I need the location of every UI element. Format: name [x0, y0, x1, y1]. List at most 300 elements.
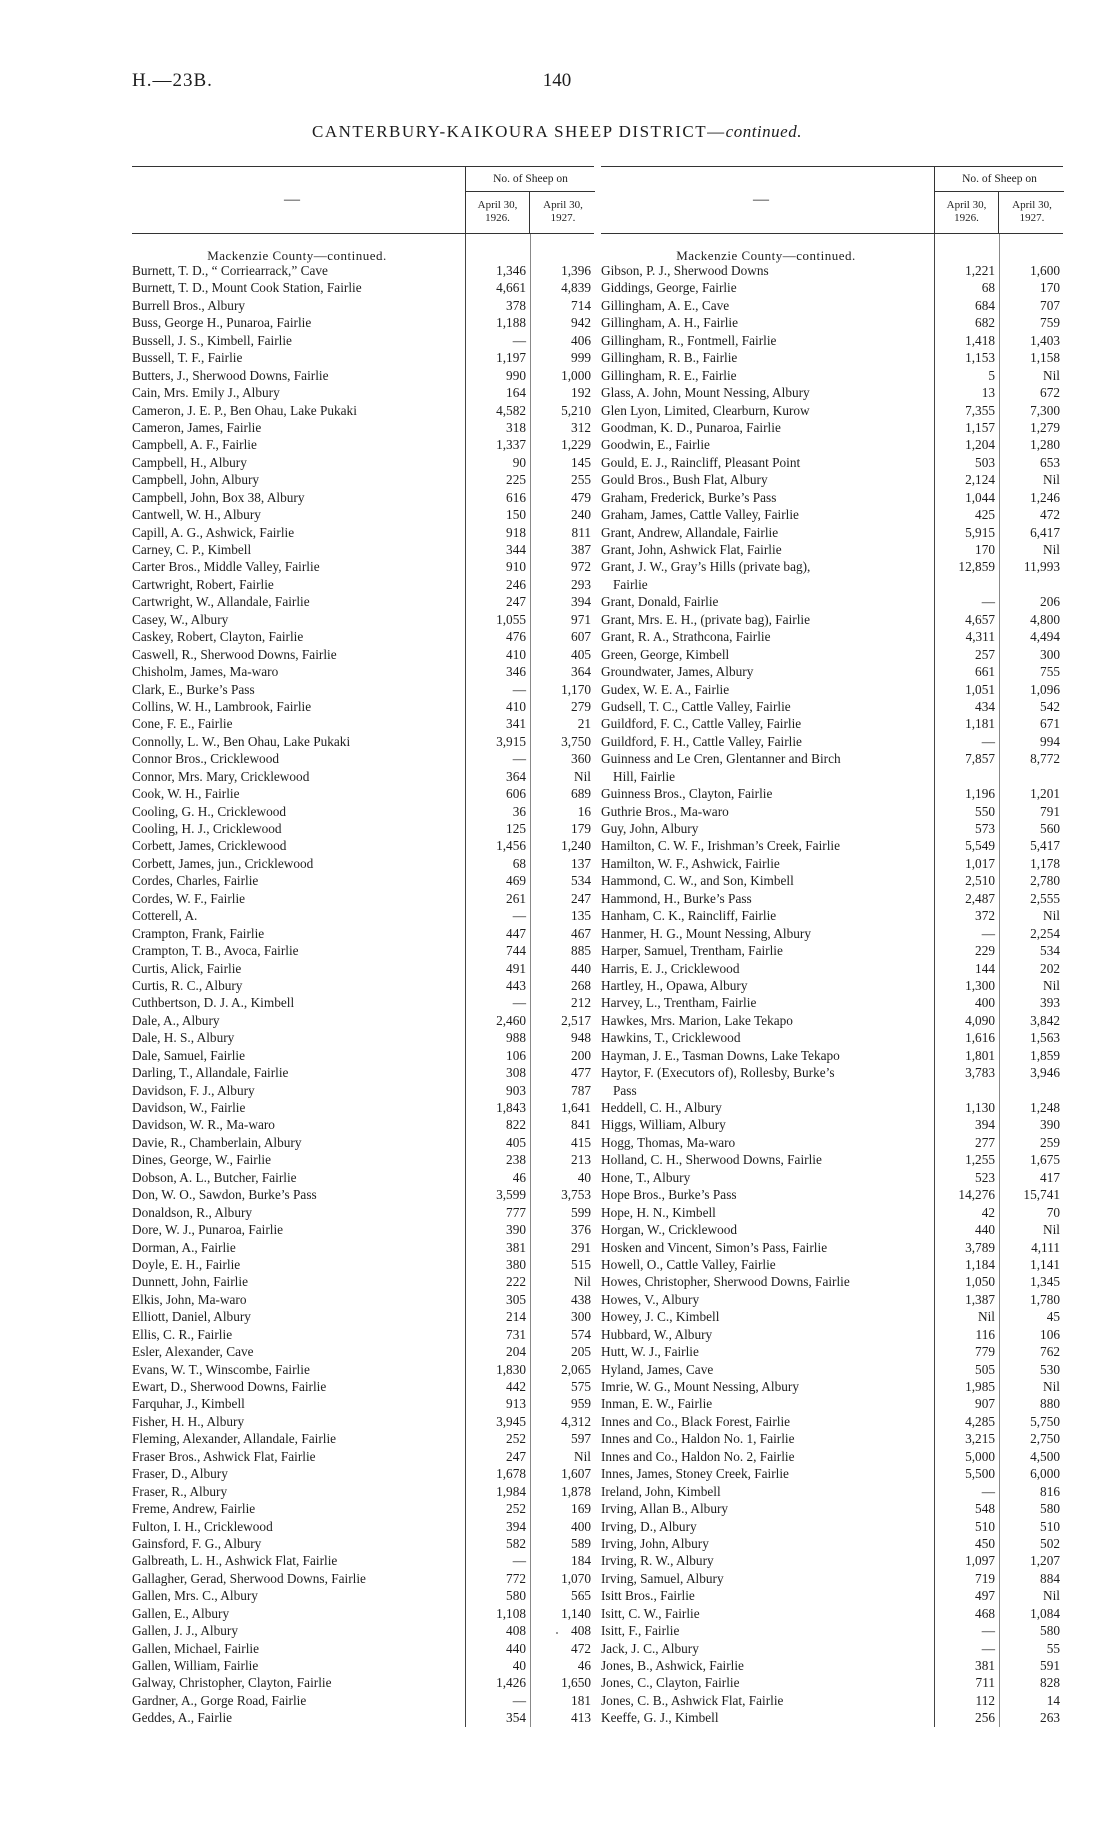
sheep-1927: 408	[571, 1623, 591, 1639]
sheep-1926: 116	[975, 1326, 995, 1342]
sheep-1926: 256	[975, 1710, 995, 1726]
sheep-1927: 3,842	[1030, 1012, 1060, 1028]
holder-name-text: Hanmer, H. G., Mount Nessing, Albury	[601, 925, 811, 941]
table-row	[601, 1378, 1063, 1395]
table-row	[132, 1361, 594, 1378]
sheep-1927: 502	[1040, 1535, 1060, 1551]
sheep-1926: 4,582	[496, 402, 526, 418]
holder-name-text: Esler, Alexander, Cave	[132, 1344, 254, 1360]
table-row	[132, 1151, 594, 1168]
sheep-1927: 3,946	[1030, 1065, 1060, 1081]
holder-name-text: Groundwater, James, Albury	[601, 664, 754, 680]
sheep-1927: 16	[577, 803, 591, 819]
holder-name	[601, 454, 931, 471]
sheep-1927: 4,839	[561, 280, 591, 296]
holder-name	[601, 1587, 931, 1604]
sheep-1926: 1,153	[965, 350, 995, 366]
holder-name-text: Cartwright, W., Allandale, Fairlie	[132, 594, 310, 610]
sheep-1927: 1,396	[561, 263, 591, 278]
sheep-1926: 4,311	[965, 629, 995, 645]
sheep-1927: 1,070	[561, 1570, 591, 1586]
table-row	[601, 1552, 1063, 1569]
sheep-1926: 1,300	[965, 977, 995, 993]
sheep-1927: 885	[571, 943, 591, 959]
holder-name	[132, 454, 462, 471]
holder-name-text: Don, W. O., Sawdon, Burke’s Pass	[132, 1187, 317, 1203]
table-row	[132, 1326, 594, 1343]
table-row	[132, 1099, 594, 1116]
sheep-1926: 469	[506, 873, 526, 889]
holder-name	[601, 1029, 931, 1046]
holder-name-text: Hawkes, Mrs. Marion, Lake Tekapo	[601, 1012, 793, 1028]
table-row	[132, 785, 594, 802]
holder-name	[601, 262, 931, 279]
sheep-1926: 3,789	[965, 1239, 995, 1255]
sheep-1927: 2,750	[1030, 1431, 1060, 1447]
holder-name-text: Chisholm, James, Ma-waro	[132, 664, 279, 680]
title-main: CANTERBURY-KAIKOURA SHEEP DISTRICT—	[312, 122, 726, 141]
sheep-1926: 1,346	[496, 263, 526, 278]
holder-name-text: Gallen, E., Albury	[132, 1605, 230, 1621]
sheep-1926: 4,285	[965, 1413, 995, 1429]
sheep-1927: 479	[571, 489, 591, 505]
holder-name	[601, 402, 931, 419]
sheep-1926: 125	[506, 821, 526, 836]
holder-name-text: Irving, John, Albury	[601, 1535, 709, 1551]
sheep-1926: —	[512, 751, 526, 767]
holder-name-text: Hammond, C. W., and Son, Kimbell	[601, 873, 794, 889]
holder-name	[601, 1657, 931, 1674]
sheep-1926: 1,130	[965, 1100, 995, 1115]
sheep-1927: 2,065	[561, 1361, 591, 1377]
holder-name-text: Gillingham, A. H., Fairlie	[601, 315, 739, 331]
holder-name-text: Holland, C. H., Sherwood Downs, Fairlie	[601, 1152, 822, 1168]
holder-name	[601, 1709, 931, 1726]
holder-name-text: Isitt Bros., Fairlie	[601, 1588, 695, 1604]
page-reference: H.—23B.	[132, 70, 213, 91]
sheep-1926: 3,915	[496, 733, 526, 749]
sheep-1926: 1,044	[965, 489, 995, 505]
sheep-1927: 787	[571, 1082, 591, 1098]
holder-name-text: Harris, E. J., Cricklewood	[601, 960, 740, 976]
table-row	[601, 1308, 1063, 1325]
section-heading: Mackenzie County—continued.	[676, 248, 856, 263]
table-row	[132, 646, 594, 663]
table-row	[601, 1082, 1063, 1099]
table-row	[132, 681, 594, 698]
holder-name-text: Gibson, P. J., Sherwood Downs	[601, 263, 769, 278]
holder-name-text: Gould Bros., Bush Flat, Albury	[601, 472, 768, 488]
table-row	[132, 576, 594, 593]
sheep-1927: Nil	[1043, 1222, 1060, 1238]
holder-name	[132, 1448, 462, 1465]
sheep-1927: 714	[571, 297, 591, 313]
sheep-1926: 364	[506, 768, 526, 784]
table-row	[132, 1674, 594, 1691]
holder-name-text: Butters, J., Sherwood Downs, Fairlie	[132, 367, 329, 383]
holder-name	[132, 785, 462, 802]
holder-name	[132, 1500, 462, 1517]
holder-name	[601, 733, 931, 750]
sheep-1927: 755	[1040, 664, 1060, 680]
holder-name-text: Goodman, K. D., Punaroa, Fairlie	[601, 419, 781, 435]
sheep-1927: 14	[1046, 1692, 1060, 1708]
sheep-1927: 206	[1040, 594, 1060, 610]
holder-name-text: Fisher, H. H., Albury	[132, 1413, 245, 1429]
page-title	[0, 122, 1114, 142]
table-row	[132, 628, 594, 645]
sheep-1927: 672	[1040, 385, 1060, 401]
holder-name	[132, 872, 462, 889]
holder-name	[132, 1605, 462, 1622]
holder-name-text: Howes, Christopher, Sherwood Downs, Fairlie	[601, 1274, 850, 1290]
left-table	[132, 166, 594, 1727]
holder-name	[601, 907, 931, 924]
holder-name	[132, 960, 462, 977]
table-row	[132, 1239, 594, 1256]
holder-name	[601, 419, 931, 436]
sheep-1926: 225	[506, 472, 526, 488]
holder-name-text: Gallen, J. J., Albury	[132, 1623, 238, 1639]
sheep-1926: 3,599	[496, 1187, 526, 1203]
holder-name	[132, 262, 462, 279]
table-row	[132, 1448, 594, 1465]
sheep-1927: Nil	[1043, 472, 1060, 488]
sheep-1927: 255	[571, 472, 591, 488]
table-row	[601, 314, 1063, 331]
holder-name	[601, 367, 931, 384]
holder-name	[601, 1047, 931, 1064]
sheep-1927: 816	[1040, 1483, 1060, 1499]
sheep-1926: 907	[975, 1396, 995, 1412]
sheep-1926: —	[981, 594, 995, 610]
sheep-1926: 523	[975, 1169, 995, 1185]
sheep-1926: 1,197	[496, 350, 526, 366]
holder-name	[132, 1657, 462, 1674]
table-row	[601, 454, 1063, 471]
sheep-1926: 777	[506, 1204, 526, 1220]
table-row	[132, 1395, 594, 1412]
holder-name-text: Burrell Bros., Albury	[132, 297, 246, 313]
holder-name-text: Evans, W. T., Winscombe, Fairlie	[132, 1361, 310, 1377]
holder-name-text: Cantwell, W. H., Albury	[132, 507, 261, 523]
holder-name	[132, 332, 462, 349]
sheep-1926: 346	[506, 664, 526, 680]
holder-name	[132, 558, 462, 575]
holder-name	[601, 977, 931, 994]
sheep-1926: 440	[975, 1222, 995, 1238]
holder-name-text: Curtis, R. C., Albury	[132, 977, 243, 993]
holder-name-text: Dale, H. S., Albury	[132, 1030, 235, 1046]
holder-name-text: Hubbard, W., Albury	[601, 1326, 713, 1342]
table-row	[132, 890, 594, 907]
sheep-1927: 4,111	[1031, 1239, 1060, 1255]
sheep-1927: 759	[1040, 315, 1060, 331]
holder-name-text: Ireland, John, Kimbell	[601, 1483, 721, 1499]
holder-name	[132, 1361, 462, 1378]
sheep-1926: —	[512, 995, 526, 1011]
page-number: 140	[542, 70, 572, 91]
table-row	[601, 1361, 1063, 1378]
holder-name	[132, 1343, 462, 1360]
holder-name-text: Connolly, L. W., Ben Ohau, Lake Pukaki	[132, 733, 351, 749]
sheep-1927: 1,178	[1030, 855, 1060, 871]
table-row	[601, 1029, 1063, 1046]
sheep-1927: 1,246	[1030, 489, 1060, 505]
table-row	[132, 1692, 594, 1709]
holder-name-text: Irving, R. W., Albury	[601, 1553, 714, 1569]
holder-name	[601, 628, 931, 645]
table-row	[601, 1535, 1063, 1552]
table-row	[601, 1430, 1063, 1447]
sheep-1926: 4,657	[965, 611, 995, 627]
right-table-body	[601, 234, 1063, 1727]
sheep-1927: 406	[571, 332, 591, 348]
table-row	[601, 1674, 1063, 1691]
sheep-1927: 959	[571, 1396, 591, 1412]
holder-name	[132, 820, 462, 837]
sheep-1927: 192	[571, 385, 591, 401]
sheep-1927: 1,170	[561, 681, 591, 697]
sheep-1926: 2,487	[965, 890, 995, 906]
sheep-1926: 1,196	[965, 786, 995, 802]
table-row	[132, 855, 594, 872]
table-row	[132, 1116, 594, 1133]
table-row	[601, 803, 1063, 820]
sheep-1926: 1,984	[496, 1483, 526, 1499]
sheep-1927: 417	[1040, 1169, 1060, 1185]
table-row	[132, 1047, 594, 1064]
holder-name-text: Buss, George H., Punaroa, Fairlie	[132, 315, 312, 331]
holder-name-text: Hone, T., Albury	[601, 1169, 691, 1185]
sheep-1926: 106	[506, 1047, 526, 1063]
holder-name-text: Ewart, D., Sherwood Downs, Fairlie	[132, 1379, 327, 1394]
table-row	[132, 1535, 594, 1552]
sheep-1927: 580	[1040, 1501, 1060, 1517]
sheep-1926: 222	[506, 1274, 526, 1290]
holder-name-text: Cone, F. E., Fairlie	[132, 716, 233, 732]
table-row	[132, 419, 594, 436]
sheep-1927: 530	[1040, 1361, 1060, 1377]
holder-name	[601, 1064, 931, 1081]
sheep-1927: 405	[571, 646, 591, 662]
holder-name-text: Graham, Frederick, Burke’s Pass	[601, 489, 777, 505]
holder-name	[132, 1395, 462, 1412]
sheep-1926: 381	[975, 1658, 995, 1673]
right-table	[601, 166, 1063, 1727]
holder-name-text: Capill, A. G., Ashwick, Fairlie	[132, 524, 295, 540]
holder-name	[132, 1326, 462, 1343]
sheep-1926: 305	[506, 1291, 526, 1307]
holder-name	[132, 506, 462, 523]
table-row	[601, 489, 1063, 506]
sheep-1927: Nil	[1043, 367, 1060, 383]
sheep-1927: Nil	[1043, 977, 1060, 993]
holder-name-text: Gallen, William, Fairlie	[132, 1658, 259, 1673]
sheep-1927: 971	[571, 611, 591, 627]
holder-name-text: Graham, James, Cattle Valley, Fairlie	[601, 507, 799, 523]
sheep-1926: 344	[506, 542, 526, 557]
table-row	[132, 1587, 594, 1604]
sheep-1926: 204	[506, 1344, 526, 1360]
holder-name-text: Goodwin, E., Fairlie	[601, 437, 710, 453]
holder-name	[132, 1204, 462, 1221]
table-row	[132, 1308, 594, 1325]
holder-name	[601, 715, 931, 732]
sheep-1926: 247	[506, 594, 526, 610]
sheep-1926: 468	[975, 1605, 995, 1621]
holder-name-text: Hawkins, T., Cricklewood	[601, 1030, 741, 1046]
holder-name-text: Bussell, T. F., Fairlie	[132, 350, 243, 366]
holder-name	[132, 1151, 462, 1168]
sheep-1926: 341	[506, 716, 526, 732]
holder-name	[132, 1709, 462, 1726]
holder-name-text: Giddings, George, Fairlie	[601, 280, 737, 296]
sheep-1927: Nil	[574, 1274, 591, 1290]
sheep-1927: Nil	[574, 768, 591, 784]
sheep-1926: 2,510	[965, 873, 995, 889]
sheep-1927: 2,780	[1030, 873, 1060, 889]
sheep-1926: 1,181	[965, 716, 995, 732]
sheep-1926: 779	[975, 1344, 995, 1360]
holder-name	[601, 750, 931, 767]
sheep-1927: 4,500	[1030, 1448, 1060, 1464]
holder-name	[601, 1500, 931, 1517]
sheep-1927: 1,000	[561, 367, 591, 383]
table-row	[601, 297, 1063, 314]
table-row	[601, 593, 1063, 610]
holder-name	[132, 489, 462, 506]
holder-name	[601, 1674, 931, 1691]
holder-name-text: Innes and Co., Haldon No. 2, Fairlie	[601, 1448, 795, 1464]
table-row	[132, 1657, 594, 1674]
holder-name	[601, 994, 931, 1011]
holder-name-text: Irving, D., Albury	[601, 1518, 697, 1534]
table-row	[132, 314, 594, 331]
holder-name-text: Isitt, C. W., Fairlie	[601, 1605, 700, 1621]
sheep-1927: 580	[1040, 1623, 1060, 1639]
holder-name-text: Cotterell, A.	[132, 908, 198, 924]
table-row	[601, 907, 1063, 924]
holder-name	[132, 1378, 462, 1395]
holder-name-text: Guy, John, Albury	[601, 821, 699, 836]
table-row	[601, 1204, 1063, 1221]
name-column-header: —	[284, 191, 300, 208]
sheep-1927: 106	[1040, 1326, 1060, 1342]
holder-name	[132, 768, 462, 785]
table-row	[601, 1413, 1063, 1430]
holder-name-text: Hutt, W. J., Fairlie	[601, 1344, 699, 1360]
table-row	[132, 803, 594, 820]
sheep-1926: 1,184	[965, 1256, 995, 1272]
sheep-1927: 46	[577, 1658, 591, 1673]
holder-name-text: Hanham, C. K., Raincliff, Fairlie	[601, 908, 777, 924]
holder-name-text: Jones, C., Clayton, Fairlie	[601, 1675, 740, 1691]
table-row	[601, 1395, 1063, 1412]
sheep-1926: 214	[506, 1309, 526, 1325]
holder-name	[132, 1692, 462, 1709]
sheep-1926: 277	[975, 1134, 995, 1150]
table-row	[601, 1099, 1063, 1116]
holder-name-text: Imrie, W. G., Mount Nessing, Albury	[601, 1379, 799, 1394]
sheep-1926: 4,090	[965, 1012, 995, 1028]
holder-name	[132, 994, 462, 1011]
holder-name	[601, 1692, 931, 1709]
sheep-1927: 205	[571, 1344, 591, 1360]
sheep-1926: 13	[981, 385, 995, 401]
table-row	[601, 768, 1063, 785]
holder-name-text: Gillingham, R. E., Fairlie	[601, 367, 737, 383]
sheep-1927: 268	[571, 977, 591, 993]
sheep-1927: 1,279	[1030, 419, 1060, 435]
table-row	[132, 541, 594, 558]
sheep-1926: 90	[512, 454, 526, 470]
holder-name-text: Gallagher, Gerad, Sherwood Downs, Fairlie	[132, 1570, 366, 1586]
sheep-1927: 179	[571, 821, 591, 836]
sheep-1926: —	[512, 681, 526, 697]
sheep-1927: 312	[571, 419, 591, 435]
sheep-1927: 589	[571, 1535, 591, 1551]
sheep-1927: 653	[1040, 454, 1060, 470]
sheep-1927: 400	[571, 1518, 591, 1534]
table-row	[601, 1570, 1063, 1587]
holder-name	[601, 1169, 931, 1186]
sheep-1927: 5,417	[1030, 838, 1060, 854]
holder-name	[601, 785, 931, 802]
table-row	[132, 1622, 594, 1639]
holder-name	[132, 1640, 462, 1657]
table-row	[601, 925, 1063, 942]
holder-name-text: Hill, Fairlie	[613, 768, 676, 784]
sheep-1926: 5,549	[965, 838, 995, 854]
sheep-1927: 184	[571, 1553, 591, 1569]
table-row	[132, 1064, 594, 1081]
sheep-1926: —	[512, 908, 526, 924]
sheep-1926: 731	[506, 1326, 526, 1342]
table-row	[601, 960, 1063, 977]
holder-name	[601, 1605, 931, 1622]
sheep-1926: 1,157	[965, 419, 995, 435]
table-row	[132, 1518, 594, 1535]
sheep-1927: 1,201	[1030, 786, 1060, 802]
holder-name	[601, 558, 931, 575]
holder-name	[601, 1186, 931, 1203]
sheep-1926: 503	[975, 454, 995, 470]
holder-name	[601, 314, 931, 331]
table-row	[132, 663, 594, 680]
table-row	[132, 1483, 594, 1500]
holder-name-text: Cain, Mrs. Emily J., Albury	[132, 385, 280, 401]
table-row	[132, 1082, 594, 1099]
holder-name-text: Crampton, T. B., Avoca, Fairlie	[132, 943, 299, 959]
holder-name	[601, 1134, 931, 1151]
sheep-1926: 1,985	[965, 1379, 995, 1394]
sheep-1927: 1,780	[1030, 1291, 1060, 1307]
sheep-1927: 45	[1046, 1309, 1060, 1325]
holder-name-text: Pass	[613, 1082, 637, 1098]
holder-name	[132, 1518, 462, 1535]
holder-name	[601, 1221, 931, 1238]
holder-name	[132, 1116, 462, 1133]
sheep-1926: 394	[975, 1117, 995, 1133]
sheep-1927: 472	[1040, 507, 1060, 523]
sheep-1927: 4,494	[1030, 629, 1060, 645]
holder-name	[601, 279, 931, 296]
holder-name	[132, 471, 462, 488]
holder-name-text: Carter Bros., Middle Valley, Fairlie	[132, 559, 320, 575]
holder-name-text: Ellis, C. R., Fairlie	[132, 1326, 233, 1342]
sheep-1926: 1,801	[965, 1047, 995, 1063]
